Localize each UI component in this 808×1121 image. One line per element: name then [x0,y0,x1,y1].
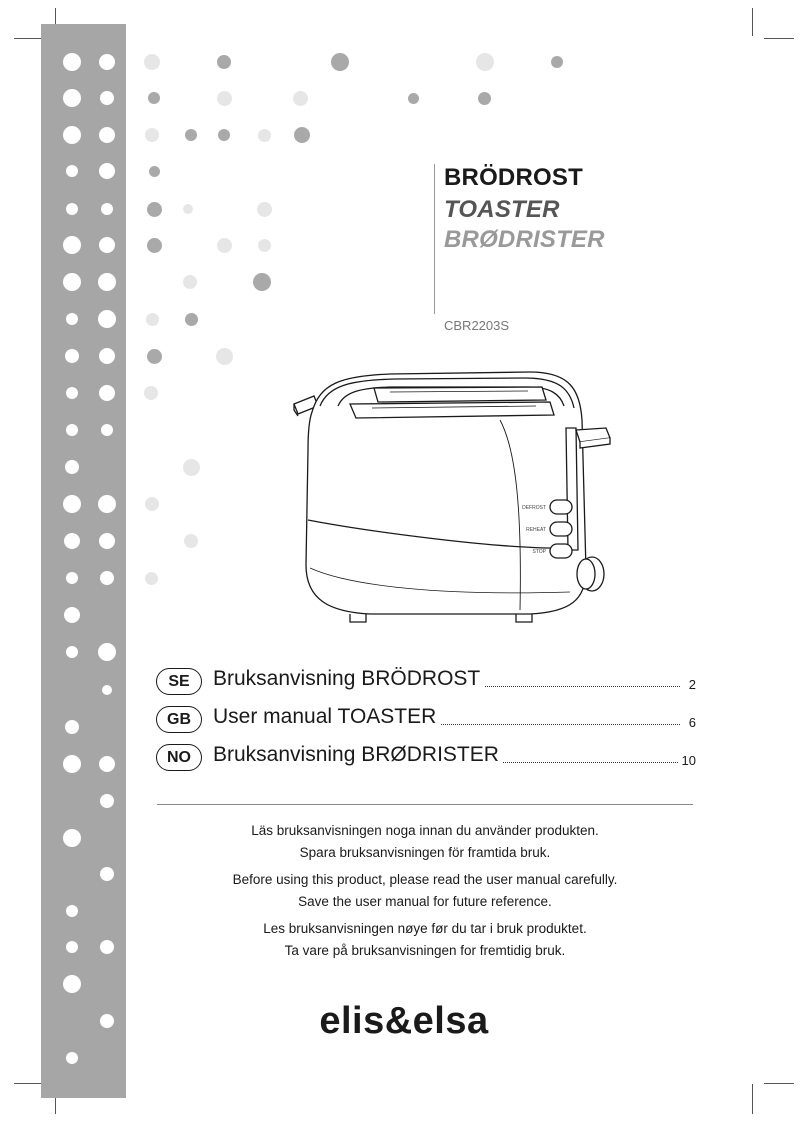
decorative-dot [100,91,114,105]
decorative-dot [63,53,81,71]
decorative-dot [147,349,162,364]
instructions-notice [157,820,693,967]
decorative-dot [294,127,310,143]
decorative-dot [99,163,115,179]
crop-mark [14,38,44,39]
decorative-dot [551,56,563,68]
toc-entry-se [156,667,696,705]
decorative-dot [331,53,349,71]
decorative-dot [98,273,116,291]
decorative-dot [66,572,78,584]
decorative-dot [102,685,112,695]
divider-rule [157,804,693,805]
title-gb: TOASTER [444,196,560,223]
decorative-dot [64,533,80,549]
crop-mark [752,1084,753,1114]
decorative-dot [145,572,158,585]
decorative-dot [217,55,231,69]
toc-title-se: Bruksanvisning BRÖDROST [213,667,484,691]
decorative-dot [258,129,271,142]
decorative-dot [63,126,81,144]
decorative-dot [63,829,81,847]
decorative-dot [100,867,114,881]
decorative-dot [99,237,115,253]
decorative-strip [41,24,126,1098]
decorative-dot [63,89,81,107]
decorative-dot [66,646,78,658]
language-badge-no: NO [156,744,202,771]
decorative-dot [218,129,230,141]
defrost-label: DEFROST [522,505,546,511]
decorative-dot [184,534,198,548]
decorative-dot [63,273,81,291]
toc-title-gb: User manual TOASTER [213,705,440,729]
note-line: Before using this product, please read the user manual carefully. [232,872,618,887]
decorative-dot [253,273,271,291]
decorative-dot [185,129,197,141]
decorative-dot [149,166,160,177]
decorative-dot [63,495,81,513]
decorative-dot [217,238,232,253]
decorative-dot [65,460,79,474]
title-no: BRØDRISTER [444,226,605,253]
decorative-dot [147,238,162,253]
toc-entry-no [156,743,696,781]
crop-mark [764,38,794,39]
decorative-dot [99,127,115,143]
decorative-dot [257,202,272,217]
crop-mark [14,1083,44,1084]
decorative-dot [100,794,114,808]
decorative-dot [408,93,419,104]
decorative-dot [144,54,160,70]
decorative-dot [66,1052,78,1064]
decorative-dot [216,348,233,365]
decorative-dot [101,424,113,436]
decorative-dot [145,128,159,142]
note-se [157,820,693,864]
brand-logo: elis&elsa [319,1000,489,1042]
model-number: CBR2203S [444,318,510,333]
decorative-dot [99,348,115,364]
reheat-label: REHEAT [526,527,546,533]
language-badge-se: SE [156,668,202,695]
decorative-dot [98,495,116,513]
decorative-dot [147,202,162,217]
decorative-dot [217,91,232,106]
decorative-dot [65,349,79,363]
decorative-dot [65,720,79,734]
toc-entry-gb [156,705,696,743]
decorative-dot [148,92,160,104]
decorative-dot [476,53,494,71]
decorative-dot [66,387,78,399]
decorative-dot [66,165,78,177]
decorative-dot [66,941,78,953]
decorative-dot [100,571,114,585]
decorative-dot [185,313,198,326]
note-no [157,918,693,962]
toc-page-se: 2 [686,677,696,692]
decorative-dot [101,203,113,215]
decorative-dot [66,203,78,215]
toc-page-gb: 6 [686,715,696,730]
toaster-illustration [280,360,620,640]
decorative-dot [64,607,80,623]
decorative-dot [99,54,115,70]
note-line: Läs bruksanvisningen noga innan du använder produkten. [251,823,599,838]
decorative-dot [146,313,159,326]
decorative-dot [258,239,271,252]
decorative-dot [66,905,78,917]
note-line: Save the user manual for future reference. [298,894,552,909]
note-line: Les bruksanvisningen nøye før du tar i bruk produktet. [263,921,587,936]
decorative-dot [183,204,193,214]
decorative-dot [100,940,114,954]
toc-page-no: 10 [679,753,696,768]
decorative-dot [66,313,78,325]
stop-label: STOP [532,549,546,555]
note-line: Ta vare på bruksanvisningen for fremtidig bruk. [284,943,566,958]
decorative-dot [63,975,81,993]
decorative-dot [63,755,81,773]
title-divider [434,164,435,314]
table-of-contents [156,667,696,781]
note-gb [157,869,693,913]
decorative-dot [144,386,158,400]
toc-title-no: Bruksanvisning BRØDRISTER [213,743,503,767]
decorative-dot [98,310,116,328]
decorative-dot [98,643,116,661]
decorative-dot [99,756,115,772]
decorative-dot [293,91,308,106]
title-se: BRÖDROST [444,164,583,191]
crop-mark [764,1083,794,1084]
note-line: Spara bruksanvisningen för framtida bruk. [299,845,551,860]
decorative-dot [66,424,78,436]
decorative-dot [145,497,159,511]
decorative-dot [63,236,81,254]
crop-mark [752,8,753,36]
decorative-dot [478,92,491,105]
decorative-dot [183,459,200,476]
decorative-dot [183,275,197,289]
decorative-dot [99,385,115,401]
language-badge-gb: GB [156,706,202,733]
decorative-dot [99,533,115,549]
